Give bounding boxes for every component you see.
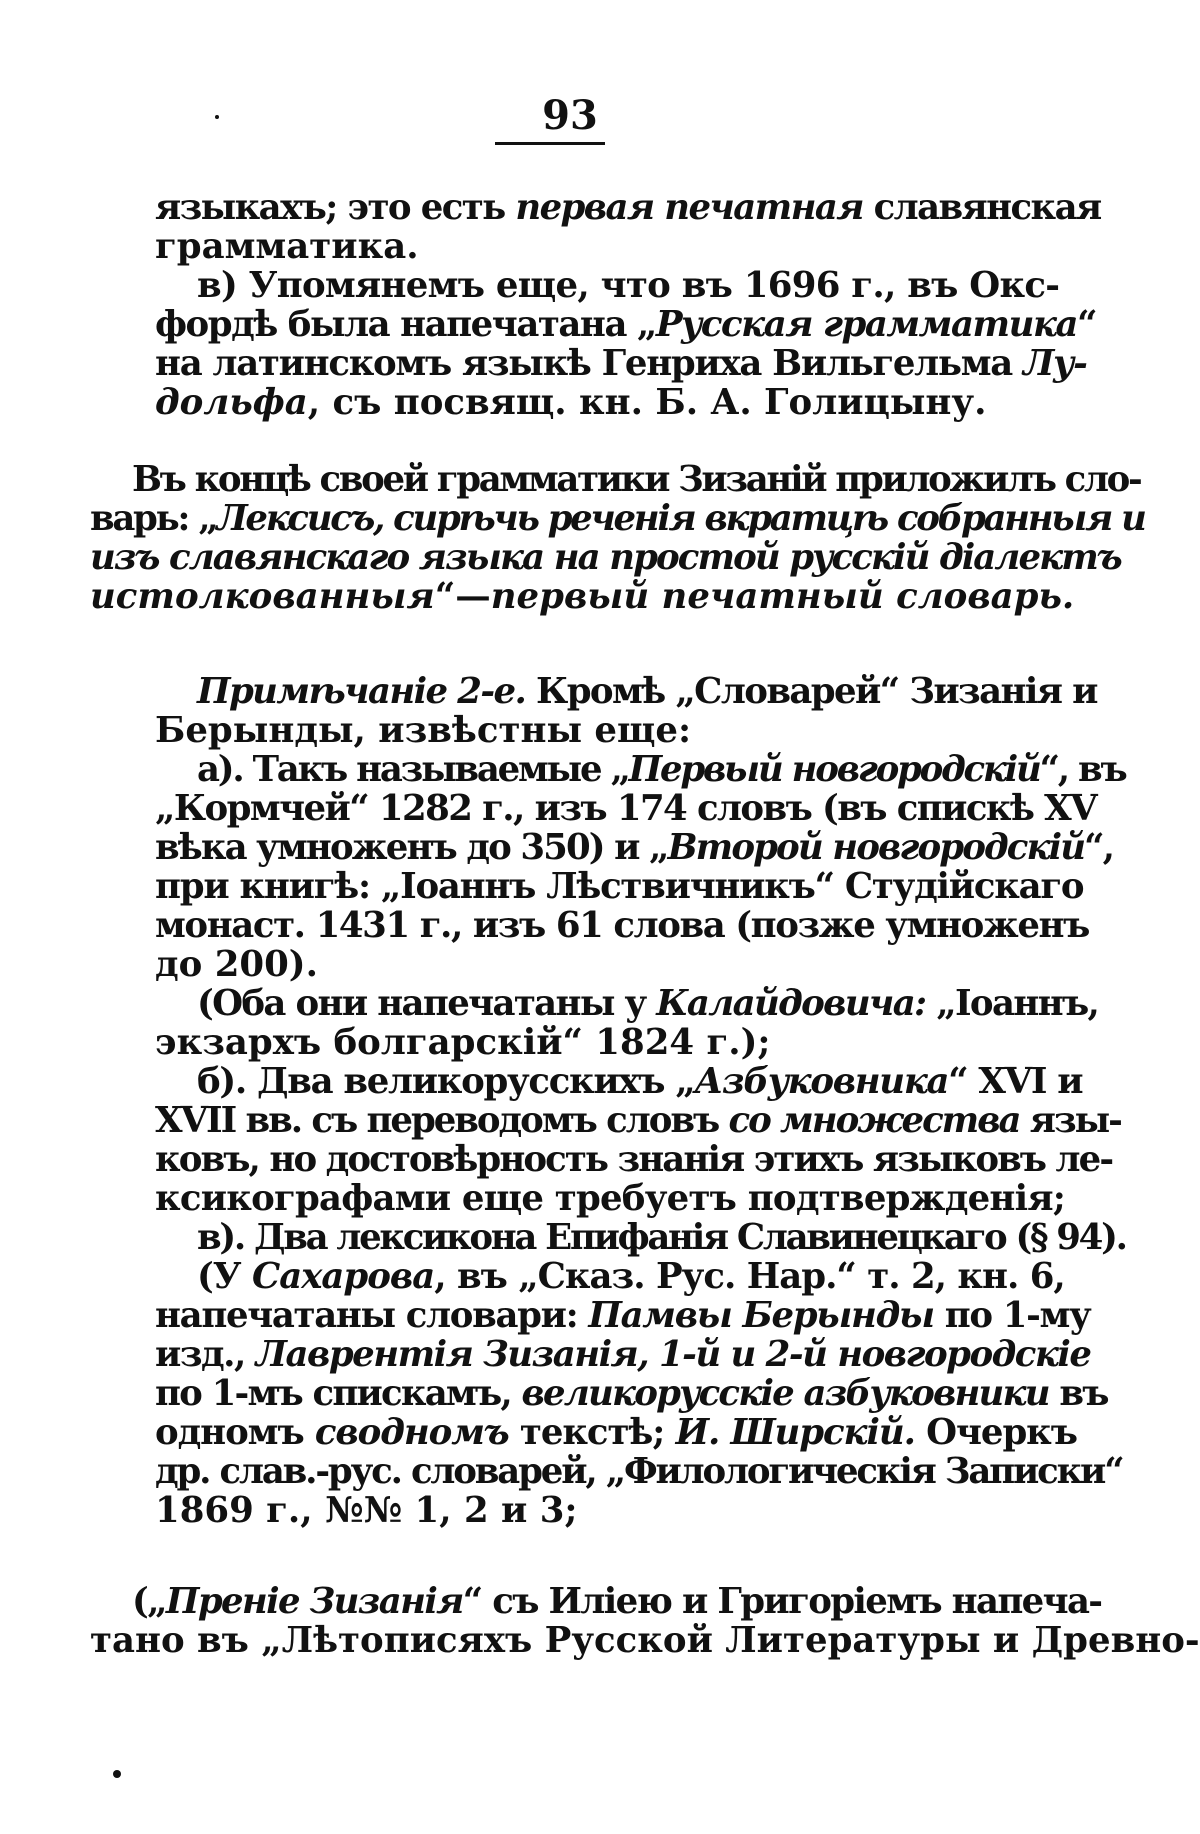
italic-run: Калайдовича:: [656, 983, 926, 1024]
paragraph-debate: [90, 1581, 1200, 1661]
text-run: ксикографами еще требуетъ подтвержденія;: [155, 1178, 1066, 1219]
text-run: варь: „: [90, 498, 217, 539]
text-run: а). Такъ называемые „: [197, 749, 629, 790]
text-run: („: [132, 1581, 166, 1622]
italic-run: дольфа: [155, 382, 308, 423]
italic-run: Памвы Берынды: [588, 1295, 934, 1336]
text-run: в). Два лексикона Епифанія Славинецкаго (§ 94).: [197, 1217, 1126, 1258]
italic-run: Второй новгородскій: [667, 827, 1085, 868]
text-line: [155, 905, 1089, 946]
text-run: славянская: [862, 187, 1101, 228]
page-number: 93: [542, 92, 598, 139]
text-line: [90, 459, 1141, 500]
italic-run: Лаврентія Зизанія, 1-й и 2-й новгородскіе: [255, 1334, 1091, 1375]
text-run: “,: [1084, 827, 1114, 868]
text-line: [155, 227, 1035, 266]
italic-run: Первый новгородскій: [628, 749, 1040, 790]
italic-run: Азбуковника: [694, 1061, 949, 1102]
text-line: [155, 1178, 1066, 1219]
text-line: [155, 945, 1035, 984]
text-run: , въ „Сказ. Рус. Нар.“ т. 2, кн. 6,: [434, 1256, 1065, 1297]
text-run: въ: [1048, 1373, 1108, 1414]
text-run: по 1-му: [933, 1295, 1091, 1336]
text-run: др. слав.-рус. словарей, „Филологическія Записки“: [155, 1451, 1123, 1492]
text-line: [90, 537, 1121, 578]
paragraph-dictionary: [90, 459, 1145, 617]
text-run: по 1-мъ спискамъ,: [155, 1373, 522, 1414]
text-line: [155, 1139, 1113, 1180]
text-run: Очеркъ: [914, 1412, 1077, 1453]
text-line: [155, 1217, 1126, 1258]
text-run: „Кормчей“ 1282 г., изъ 174 словъ (въ спискѣ XV: [155, 788, 1097, 829]
italic-run: великорусскіе азбуковники: [521, 1373, 1049, 1414]
italic-run: первый печатный словарь.: [490, 576, 1075, 617]
text-run: Берынды, извѣстны еще:: [155, 710, 692, 751]
text-line: [155, 187, 1101, 228]
paragraph-note: [155, 671, 1126, 1531]
text-line: [155, 671, 1097, 712]
text-run: грамматика.: [155, 226, 419, 267]
text-run: ковъ, но достовѣрность знанія этихъ языковъ ле-: [155, 1139, 1113, 1180]
text-run: вѣка умноженъ до 350) и „: [155, 827, 668, 868]
text-line: [155, 1373, 1108, 1414]
text-run: “—: [434, 576, 491, 617]
text-run: монаст. 1431 г., изъ 61 слова (позже умноженъ: [155, 905, 1089, 946]
paragraph-grammar: [155, 187, 1101, 423]
text-run: на латинскомъ языкѣ Генриха Вильгельма: [155, 343, 1024, 384]
ink-speck: [113, 1770, 121, 1778]
text-line: [155, 788, 1097, 829]
italic-run: Лу-: [1023, 343, 1087, 384]
text-run: “: [1077, 304, 1097, 345]
text-run: фордѣ была напечатана „: [155, 304, 656, 345]
text-run: одномъ: [155, 1412, 315, 1453]
text-run: “ съ Иліею и Григоріемъ напеча-: [462, 1581, 1102, 1622]
text-line: [90, 1620, 1200, 1661]
text-run: “ XVI и: [948, 1061, 1083, 1102]
text-run: (У: [197, 1256, 252, 1297]
text-run: тано въ „Лѣтописяхъ Русской Литературы и Древно-: [90, 1620, 1200, 1661]
text-run: в) Упомянемъ еще, что въ 1696 г., въ Окс-: [197, 265, 1060, 306]
text-line: [155, 983, 1099, 1024]
text-line: [90, 576, 1075, 617]
text-line: [155, 265, 1060, 306]
text-run: , съ посвящ. кн. Б. А. Голицыну.: [307, 382, 987, 423]
text-line: [155, 1023, 1035, 1062]
text-run: “, въ: [1039, 749, 1126, 790]
italic-run: Лексисъ, сирѣчь реченія вкратцѣ собранныя и: [216, 498, 1145, 539]
text-line: [155, 866, 1084, 907]
italic-run: сводномъ: [314, 1412, 509, 1453]
text-line: [155, 343, 1087, 384]
text-run: экзархъ болгарскій“ 1824 г.);: [155, 1022, 771, 1063]
text-run: „Іоаннъ,: [925, 983, 1099, 1024]
text-run: при книгѣ: „Іоаннъ Лѣствичникъ“ Студійскаго: [155, 866, 1084, 907]
italic-run: Преніе Зизанія: [165, 1581, 463, 1622]
text-line: [155, 1256, 1065, 1297]
text-run: язы-: [1019, 1100, 1121, 1141]
text-line: [155, 1412, 1077, 1453]
text-run: изд.,: [155, 1334, 256, 1375]
text-line: [155, 1491, 1035, 1530]
text-run: Въ концѣ своей грамматики Зизаній приложилъ сло-: [132, 459, 1141, 500]
text-line: [155, 1451, 1123, 1492]
page-number-rule: [495, 142, 605, 145]
text-line: [155, 304, 1097, 345]
text-line: [155, 827, 1114, 868]
italic-run: со множества: [728, 1100, 1020, 1141]
text-line: [155, 1100, 1121, 1141]
text-run: б). Два великорусскихъ „: [197, 1061, 695, 1102]
text-run: языкахъ; это есть: [155, 187, 516, 228]
text-line: [155, 711, 1035, 750]
text-line: [155, 1334, 1091, 1375]
text-line: [90, 498, 1145, 539]
text-run: текстѣ;: [508, 1412, 676, 1453]
text-line: [155, 383, 1035, 422]
italic-run: истолкованныя: [90, 576, 435, 617]
ink-speck: [215, 115, 219, 119]
italic-run: Примѣчаніе 2-е.: [197, 671, 526, 712]
italic-run: изъ славянскаго языка на простой русскій діалектъ: [90, 537, 1121, 578]
italic-run: Сахарова: [251, 1256, 435, 1297]
italic-run: Русская грамматика: [655, 304, 1078, 345]
text-run: напечатаны словари:: [155, 1295, 589, 1336]
text-line: [90, 1581, 1102, 1622]
text-run: (Оба они напечатаны у: [197, 983, 657, 1024]
text-line: [155, 1061, 1083, 1102]
text-run: 1869 г., №№ 1, 2 и 3;: [155, 1490, 578, 1531]
text-line: [155, 1295, 1091, 1336]
italic-run: первая печатная: [515, 187, 863, 228]
text-run: Кромѣ „Словарей“ Зизанія и: [525, 671, 1097, 712]
text-run: до 200).: [155, 944, 318, 985]
text-run: XVII вв. съ переводомъ словъ: [155, 1100, 729, 1141]
text-line: [155, 749, 1126, 790]
italic-run: И. Ширскій.: [675, 1412, 915, 1453]
